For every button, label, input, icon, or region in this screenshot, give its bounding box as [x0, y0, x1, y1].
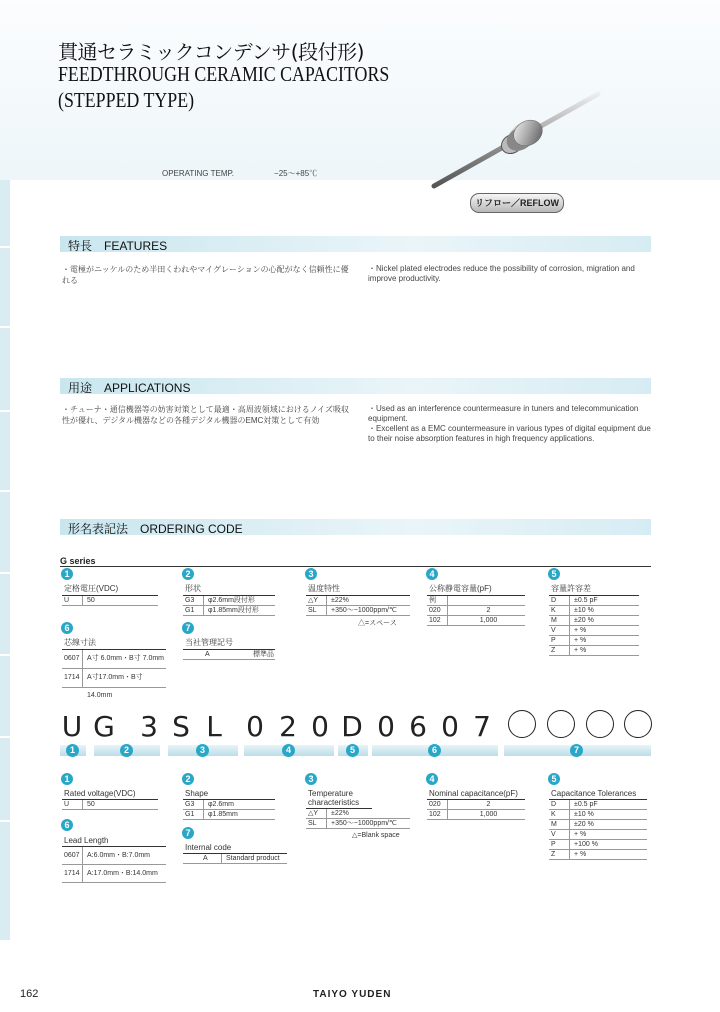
- table-row: [183, 810, 275, 820]
- table-row: [306, 819, 410, 829]
- table-cell: Z: [549, 646, 570, 655]
- table-row: [62, 800, 158, 810]
- jp-t3-title: 温度特性: [306, 583, 410, 596]
- jp-t6-num: 6: [61, 622, 73, 634]
- reflow-badge: リフロー／REFLOW: [470, 193, 564, 213]
- table-cell: G3: [183, 596, 204, 605]
- table-row: [62, 865, 166, 883]
- table-row: [427, 606, 525, 616]
- code-char: G: [93, 710, 115, 743]
- table-cell: 020: [427, 800, 448, 809]
- table-row: [183, 650, 275, 660]
- series-rule: [60, 566, 651, 567]
- en-t2-num: 2: [182, 773, 194, 785]
- table-cell: Z: [549, 850, 570, 859]
- jp-table-rated-voltage: [62, 583, 158, 606]
- jp-t2-title: 形状: [183, 583, 275, 596]
- table-cell: 標準品: [253, 651, 274, 658]
- jp-table-internal-code: [183, 637, 275, 660]
- table-row: [62, 847, 166, 865]
- table-cell: ±22%: [331, 810, 349, 817]
- jp-t3-note: △=スペース: [358, 620, 397, 627]
- table-cell: A: [183, 854, 222, 863]
- table-row: [306, 809, 410, 819]
- jp-t2-num: 2: [182, 568, 194, 580]
- en-table-rated-voltage: [62, 789, 158, 810]
- side-tab-strip: [0, 180, 10, 940]
- table-cell: M: [549, 616, 570, 625]
- en-t1-num: 1: [61, 773, 73, 785]
- table-cell: ±20 %: [574, 821, 594, 828]
- table-cell: V: [549, 626, 570, 635]
- table-cell: + %: [574, 851, 587, 858]
- table-row: [549, 830, 647, 840]
- segment-num: 1: [66, 744, 79, 757]
- en-t3-note: △=Blank space: [352, 832, 400, 839]
- features-en-text: ・Nickel plated electrodes reduce the possibility of corrosion, migration and improve productivity.: [368, 264, 635, 283]
- table-row: [183, 596, 275, 606]
- table-cell: G1: [183, 810, 204, 819]
- ordering-heading-bar: [60, 519, 651, 535]
- table-cell: P: [549, 636, 570, 645]
- table-row: [549, 626, 639, 636]
- table-cell: A寸 6.0mm・B寸 7.0mm: [87, 655, 165, 662]
- jp-t1-title: 定格電圧(VDC): [62, 583, 158, 596]
- table-cell: A: [205, 651, 210, 658]
- table-cell: Standard product: [226, 855, 280, 862]
- table-cell: D: [549, 596, 570, 605]
- en-table-tolerance: [549, 789, 647, 860]
- en-t2-title: Shape: [183, 789, 275, 800]
- applications-en-text-1: ・Used as an interference countermeasure in tuners and telecommunication equipment.: [368, 404, 639, 423]
- table-cell: P: [549, 840, 570, 849]
- table-cell: K: [549, 606, 570, 615]
- en-table-lead-length: [62, 836, 166, 883]
- table-row: [549, 840, 647, 850]
- table-cell: 102: [427, 616, 448, 625]
- features-jp-text: ・電極がニッケルのため半田くわれやマイグレーションの心配がなく信頼性に優れる: [62, 265, 349, 285]
- jp-t7-title: 当社管理記号: [183, 637, 275, 650]
- table-cell: 例: [427, 596, 448, 605]
- table-cell: [448, 596, 525, 605]
- code-char: 7: [473, 710, 491, 743]
- table-row: [183, 606, 275, 616]
- table-cell: φ1.85mm段付形: [208, 607, 259, 614]
- table-cell: 1,000: [479, 811, 498, 818]
- table-cell: A:6.0mm・B:7.0mm: [87, 852, 151, 859]
- jp-t1-num: 1: [61, 568, 73, 580]
- table-cell: 1714: [62, 865, 83, 882]
- applications-jp-text: ・チューナ・通信機器等の妨害対策として最適・高周波領域におけるノイズ吸収性が優れ、デジタル機器などの各種デジタル機器のEMC対策として有効: [62, 405, 349, 425]
- en-t3-num: 3: [305, 773, 317, 785]
- table-cell: A:17.0mm・B:14.0mm: [87, 870, 158, 877]
- code-char: 0: [441, 710, 459, 743]
- ordering-heading: 形名表記法 ORDERING CODE: [68, 522, 243, 536]
- code-char: L: [206, 710, 222, 743]
- jp-t3-num: 3: [305, 568, 317, 580]
- segment-num: 4: [282, 744, 295, 757]
- table-cell: 0607: [62, 650, 83, 668]
- blank-code-circle: [586, 710, 614, 738]
- capacitor-illustration: [428, 88, 604, 194]
- jp-t4-num: 4: [426, 568, 438, 580]
- en-table-shape: [183, 789, 275, 820]
- table-row: [549, 850, 647, 860]
- page-subtitle-en: (STEPPED TYPE): [58, 88, 195, 112]
- op-temp-label: OPERATING TEMP.: [162, 169, 235, 178]
- table-cell: 1,000: [479, 617, 498, 624]
- features-heading-bar: [60, 236, 651, 252]
- table-cell: G3: [183, 800, 204, 809]
- table-cell: ±10 %: [574, 811, 594, 818]
- en-t7-title: Internal code: [183, 843, 287, 854]
- table-cell: ±0.5 pF: [574, 801, 598, 808]
- table-row: [549, 810, 647, 820]
- page-title-jp: 貫通セラミックコンデンサ(段付形): [58, 40, 364, 64]
- table-cell: SL: [306, 606, 327, 615]
- table-row: [183, 800, 275, 810]
- table-cell: 2: [486, 607, 491, 614]
- table-row: [549, 606, 639, 616]
- code-char: 0: [246, 710, 264, 743]
- applications-heading: 用途 APPLICATIONS: [68, 381, 191, 395]
- code-char: 0: [377, 710, 395, 743]
- page-title-en: FEEDTHROUGH CERAMIC CAPACITORS: [58, 62, 390, 86]
- table-cell: + %: [574, 637, 587, 644]
- table-row: [306, 606, 410, 616]
- table-cell: ±10 %: [574, 607, 594, 614]
- table-row: [427, 800, 525, 810]
- table-cell: △Y: [306, 809, 327, 818]
- table-cell: 020: [427, 606, 448, 615]
- table-cell: ±20 %: [574, 617, 594, 624]
- table-row: [427, 616, 525, 626]
- jp-t5-num: 5: [548, 568, 560, 580]
- table-cell: 2: [486, 801, 491, 808]
- code-char: S: [172, 710, 190, 743]
- table-cell: U: [62, 800, 83, 809]
- table-cell: M: [549, 820, 570, 829]
- table-row: [549, 616, 639, 626]
- part-number-example: [60, 710, 500, 742]
- segment-num: 2: [120, 744, 133, 757]
- table-cell: K: [549, 810, 570, 819]
- code-char: 0: [311, 710, 329, 743]
- en-t7-num: 7: [182, 827, 194, 839]
- segment-num: 3: [196, 744, 209, 757]
- table-cell: + %: [574, 627, 587, 634]
- jp-table-lead-length: [62, 637, 166, 699]
- code-char: 6: [409, 710, 427, 743]
- segment-num: 6: [428, 744, 441, 757]
- code-char: 3: [140, 710, 158, 743]
- table-cell: U: [62, 596, 83, 605]
- table-cell: φ2.6mm段付形: [208, 597, 255, 604]
- blank-code-circle: [508, 710, 536, 738]
- table-cell: G1: [183, 606, 204, 615]
- table-row: [549, 820, 647, 830]
- features-heading: 特長 FEATURES: [68, 239, 168, 253]
- table-cell: △Y: [306, 596, 327, 605]
- segment-num: 7: [570, 744, 583, 757]
- table-cell: SL: [306, 819, 327, 828]
- table-cell: 50: [87, 801, 95, 808]
- table-row: [62, 596, 158, 606]
- table-row: [62, 669, 166, 699]
- table-cell: 1714: [62, 669, 83, 687]
- table-row: [62, 650, 166, 669]
- blank-code-circle: [547, 710, 575, 738]
- jp-t5-title: 容量許容差: [549, 583, 639, 596]
- segment-num: 5: [346, 744, 359, 757]
- jp-t7-num: 7: [182, 622, 194, 634]
- table-cell: + %: [574, 831, 587, 838]
- en-t4-num: 4: [426, 773, 438, 785]
- en-t5-num: 5: [548, 773, 560, 785]
- en-t6-num: 6: [61, 819, 73, 831]
- en-t5-title: Capacitance Tolerances: [549, 789, 647, 800]
- table-cell: V: [549, 830, 570, 839]
- table-cell: D: [549, 800, 570, 809]
- table-cell: A寸17.0mm・B寸14.0mm: [87, 674, 143, 699]
- blank-code-circle: [624, 710, 652, 738]
- table-row: [549, 636, 639, 646]
- table-cell: +350〜−1000ppm/℃: [331, 607, 397, 614]
- jp-t4-title: 公称静電容量(pF): [427, 583, 525, 596]
- en-t1-title: Rated voltage(VDC): [62, 789, 158, 800]
- op-temp-value: −25〜+85℃: [274, 169, 318, 178]
- code-char: U: [61, 710, 83, 743]
- table-cell: φ2.6mm: [208, 801, 234, 808]
- table-row: [183, 854, 287, 864]
- en-t6-title: Lead Length: [62, 836, 166, 847]
- en-table-capacitance: [427, 789, 525, 820]
- en-table-temp-char: [306, 789, 410, 839]
- table-cell: +350〜−1000ppm/℃: [331, 820, 397, 827]
- table-cell: + %: [574, 647, 587, 654]
- table-row: [427, 596, 525, 606]
- en-t3-title: Temperature characteristics: [306, 789, 372, 809]
- applications-en-text-2: ・Excellent as a EMC countermeasure in various types of digital equipment due to their noise absorption features in high frequency applications.: [368, 424, 651, 443]
- code-char: 2: [279, 710, 297, 743]
- table-row: [549, 800, 647, 810]
- operating-temp: [162, 168, 357, 179]
- page-number: 162: [20, 988, 39, 1000]
- table-cell: 0607: [62, 847, 83, 864]
- jp-table-capacitance: [427, 583, 525, 626]
- en-table-internal-code: [183, 843, 287, 864]
- en-t4-title: Nominal capacitance(pF): [427, 789, 525, 800]
- brand-name: TAIYO YUDEN: [313, 989, 392, 1000]
- table-cell: ±22%: [331, 597, 349, 604]
- table-row: [549, 646, 639, 656]
- jp-table-temp-char: [306, 583, 410, 628]
- table-row: [549, 596, 639, 606]
- table-cell: ±0.5 pF: [574, 597, 598, 604]
- table-cell: 50: [87, 597, 95, 604]
- jp-table-tolerance: [549, 583, 639, 656]
- table-cell: φ1.85mm: [208, 811, 238, 818]
- code-char: D: [341, 710, 363, 743]
- applications-heading-bar: [60, 378, 651, 394]
- table-cell: 102: [427, 810, 448, 819]
- table-row: [427, 810, 525, 820]
- table-cell: +100 %: [574, 841, 598, 848]
- table-row: [306, 596, 410, 606]
- series-label: G series: [60, 556, 96, 566]
- jp-t6-title: 芯線寸法: [62, 637, 166, 650]
- jp-table-shape: [183, 583, 275, 616]
